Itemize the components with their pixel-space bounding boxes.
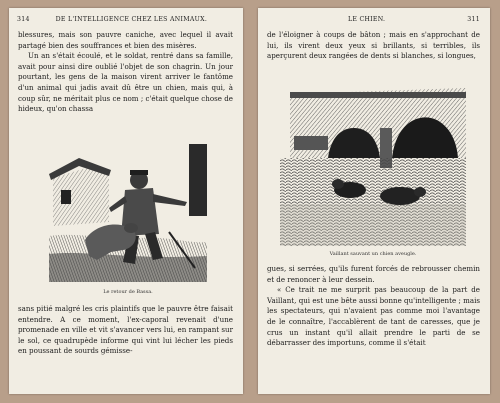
right-running-head: LE CHIEN. (347, 16, 386, 23)
left-figure-caption: Le retour de Bassa. (103, 289, 153, 295)
left-bottom-text (18, 304, 233, 357)
right-running-header (266, 16, 480, 23)
right-paragraph-quote: « Ce trait ne me surprit pas beaucoup de la part de Vaillant, qui est une bête aussi bonne qu'intelligente ; mais les spectateurs, qui n'avaient pas comme moi l'avantage de le connaître, l'accablèrent de tant de caresses, que je crus un instant qu'il allait prendre le parti de se débarrasser des importuns, comme il s'était (267, 285, 480, 348)
engraving-bridge-river (280, 84, 466, 246)
right-page-number: 311 (467, 16, 480, 23)
left-running-header (17, 16, 233, 23)
illustration-vaillant-rescue (280, 84, 466, 246)
engraving-dog-soldier (49, 144, 207, 282)
left-paragraph-continued: blessures, mais son pauvre caniche, avec lequel il avait partagé bien des souffrances et bien des misères. (18, 30, 233, 50)
left-page (9, 8, 243, 394)
right-figure-caption: Vaillant sauvant un chien aveugle. (329, 251, 417, 257)
left-top-text (18, 30, 233, 115)
right-bottom-text (267, 264, 480, 349)
left-paragraph: Un an s'était écoulé, et le soldat, rentré dans sa famille, avait pour ainsi dire oublié l'objet de son chagrin. Un jour pourtant, les gens de la maison virent arriver le fantôme d'un animal qui jadis avait dû être un chien, mais qui, à coup sûr, ne méritait plus ce nom ; c'était quelque chose de hideux, qu'on chassa (18, 51, 233, 114)
left-running-head: DE L'INTELLIGENCE CHEZ LES ANIMAUX. (55, 16, 208, 23)
right-page (258, 8, 490, 394)
right-paragraph-top: de l'éloigner à coups de bâton ; mais en s'approchant de lui, ils virent deux yeux si brillants, si terribles, ils aperçurent deux rangées de dents si blanches, si longues, (267, 30, 480, 61)
left-paragraph-bottom: sans pitié malgré les cris plaintifs que le pauvre être faisait entendre. A ce moment, l'ex-caporal revenait d'une promenade en ville et vit s'avancer vers lui, en rampant sur le sol, ce quadrupède informe qui vint lui lécher les pieds en poussant de sourds gémisse- (18, 304, 233, 356)
illustration-return-of-bassa (49, 144, 207, 282)
right-paragraph-continued: gues, si serrées, qu'ils furent forcés de rebrousser chemin et de renoncer à leur dessein. (267, 264, 480, 284)
right-top-text (267, 30, 480, 62)
left-page-number: 314 (17, 16, 30, 23)
